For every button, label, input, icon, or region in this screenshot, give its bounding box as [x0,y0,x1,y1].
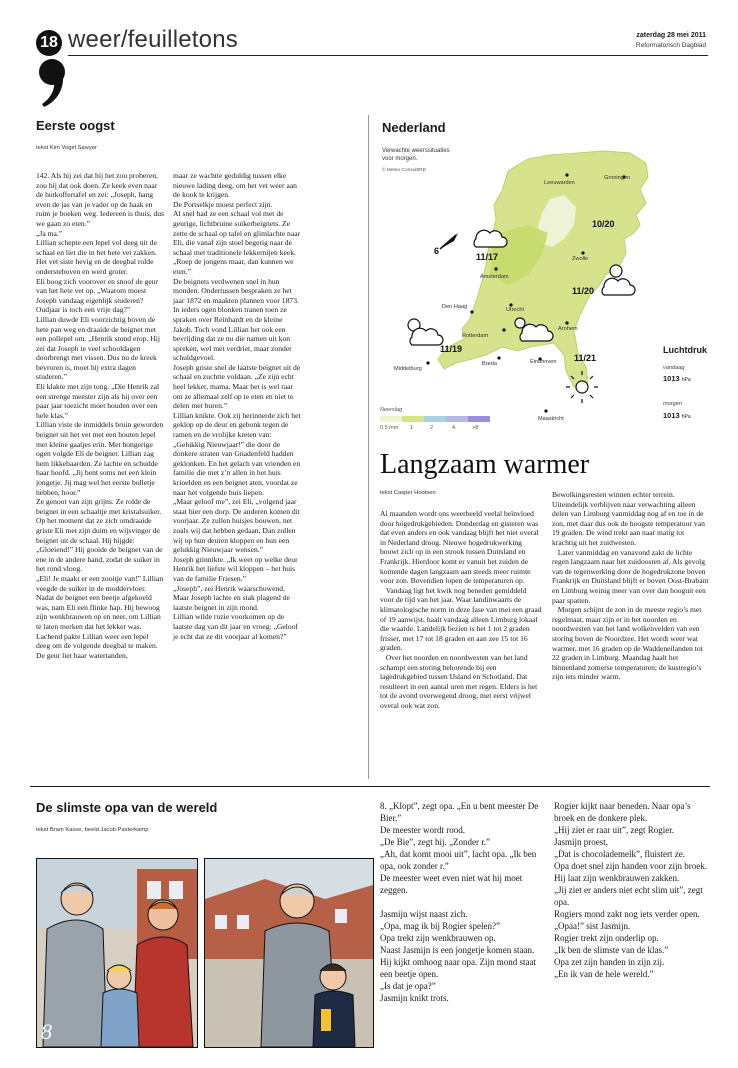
weather-title: Nederland [382,120,446,135]
precip-label: Neerslag [380,407,403,413]
pressure-today-value: 1013 [663,374,680,383]
city-label: Utrecht [506,307,525,313]
header-rule [68,55,708,56]
comic-panel-1 [36,858,198,1048]
serial-column-1: 142. Als hij zei dat hij het zou proberen, zou hij dat ook doen. Ze keek even naar de hutkoffertafel en zei: „Joseph, hang even de jas van je vader op de haak en ruim je boeken weg. Iedereen is thuis, dus we gaan zo eten.” „Ja ma.” Lillian schepte een lepel vol deeg uit de schaal en liet die in het hete vet zakken. Het vet siste hevig en de deegbal rolde ondersteboven en werd groter. Eli boog zich voorover en snoof de geur van het hete vet op. „Waarom moest Joseph vandaag eigenlijk studeren? Oudjaar is toch een vrije dag?” Lillian duwde Eli voorzichtig boven de hete pan weg en draaide de beignet met een pollepel om. „Henrik stond erop. Hij zei dat Joseph te veel schooldagen doorbrengt met vissen. Dus nu de kreek bevroren is, moet hij extra dagen studeren.” Eli klakte met zijn tong. „Die Henrik zal een strenge meester zijn als hij over een paar jaar toezicht moet houden over een hele klas.” Lillian viste de inmiddels bruin geworden beignet uit het vet met een houten lepel met kleine gaatjes erin. Met hongerige ogen volgde Eli de beignet. Lillian zag hem likkebaarden. Ze lachte en schudde haar hoofd. „Jij bent soms net een klein jongetje. Jij mag wel het eerste bolletje hebben, hoor.” Ze genoot van zijn grijns. Ze rolde de beignet in een schaaltje met kristalsuiker. Op het moment dat ze zich omdraaide griste Eli met zijn duim en wijsvinger de beignet uit de schaal. Hij hijgde: „Gloeiend!” Hij gooide de beignet van de ene in de andere hand, zodat de suiker in het rond vloog. „Eli! Je maakt er een zooitje van!” Lillian veegde de suiker in de moddervloer. Nadat de beignet een beetje afgekoeld was, nam Eli een flinke hap. Hij bewoog zijn wenkbrauwen op en neer, om Lillian te laten merken dat het lekker was. Lachend pakte Lillian weer een lepel deeg om de volgende deegbal te maken. De geur liet haar watertanden, [36,171,165,660]
comma-icon [36,56,70,108]
precip-tick: 2 [430,425,434,431]
pressure-unit: hPa [681,377,691,383]
article-column-2: Bewolkingsresten winnen echter terrein. Uiteindelijk verblijven naar verwachting alleen delen van Limburg vanmiddag nog af en toe in de zon, met daar dus ook de hoogste temperatuur van 19 graden. De wind trekt aan naar matig tot krachtig uit het zuidwesten. Later vanmiddag en vanavond zakt de lichte regen langzaam naar het zuidoosten af. Als gevolg van de tegenwerking door de hogedrukzone boven Frankrijk en Duitsland blijft er boven Oost-Brabant en Limburg weinig meer van over dan hooguit een paar spatten. Morgen schijnt de zon in de meeste regio’s met regelmaat, maar zijn er in het noorden en noordwesten van het land wolkenvelden van een storing boven de Noordzee. Het wordt weer wat warmer, met 16 graden op de Waddeneilanden tot 22 graden in Limburg. Maandag haalt het binnenland zomerse temperaturen; de kustregio’s zijn iets minder warm. [552,490,709,682]
section-divider [30,786,710,787]
city-label: Den Haag [442,304,468,310]
pressure-unit: hPa [681,414,691,420]
article-headline: Langzaam warmer [380,449,590,480]
comic-panel-2 [204,858,374,1048]
pressure-today [663,374,691,383]
serial-title: Eerste oogst [36,118,115,133]
sun-cloud-icon-west [408,319,443,345]
precip-tick: 0.5 mm [380,425,399,431]
newspaper-name: Reformatorisch Dagblad [635,42,706,49]
precip-tick: >8 [472,425,479,431]
city-label: Arnhem [558,326,578,332]
city-label: Leeuwarden [544,180,575,186]
temp-north: 10/20 [592,219,615,229]
pressure-today-label: vandaag [663,365,685,371]
city-label: Groningen [604,175,631,181]
page-number-badge [36,30,62,56]
article-byline: tekst Casper Hootsen [380,490,436,496]
serial-byline: tekst Kim Vogel Sawyer [36,145,97,151]
wind-speed: 6 [434,246,440,256]
pressure-title: Luchtdruk [663,345,707,355]
temp-east: 11/20 [572,286,595,296]
city-label: Middelburg [394,366,422,372]
section-title: weer/feuilletons [68,26,238,53]
comic-number: 8 [41,1019,52,1044]
comic-panel-1-art [37,859,197,1047]
city-label: Breda [482,361,497,367]
weather-subtitle: Verwachte weerssituaties voor morgen. [382,148,450,162]
city-label: Amsterdam [480,274,509,280]
weather-panel [378,115,708,435]
comic-text-column-2: Rogier kijkt naar beneden. Naar opa’s broek en de donkere plek. „Hij ziet er raar uit”, zegt Rogier. Jasmijn proest. „Dat is chocolademelk”, fluistert ze. Opa doet snel zijn handen voor zijn broek. Hij laat zijn wenkbrauwen zakken. „Jij ziet er anders niet echt slim uit”, zegt opa. Rogiers mond zakt nog iets verder open. „Opaa!” sist Jasmijn. Rogier trekt zijn onderlip op. „Ik ben de slimste van de klas.” Opa zet zijn handen in zijn zij. „En ik van de hele wereld.” [554,801,707,979]
serial-column-2: maar ze wachtte geduldig tussen elke nieuwe lading deeg, om het vet weer aan de kook te krijgen. De Portselkje moest perfect zijn. Al snel had ze een schaal vol met de geurige, lichtbruine suikerbeignets. Ze zette de schaal op tafel en glimlachte naar Eli, die vanaf zijn stoel begerig naar de schaal met traditionele lekkernijen keek. „Roep de jongens maar, dan kunnen we eten.” De beignets verdwenen snel in hun monden. Ondertussen bespraken ze het jaar 1872 en maakten plannen voor 1873. In ieders ogen blonken tranen toen ze spraken over Reinhardt en de kleine Jakob. Toch vond Lillian het ook een bevrijding dat ze nu die namen uit kon spreken, wel met verdriet, maar zonder schuldgevoel. Joseph griste snel de laatste beignet uit de schaal en zuchtte voldaan. „Ze zijn echt heel lekker, mama. Maar het is wel raar om ze allemaal zelf op te eten en niet te delen met buren.” Lillian knikte. Ook zij herinnerde zich het geklop op de deur en gebonk tegen de ramen en de vrolijke kreten van: „Gelukkig Nieuwjaar!” die door de donkere straten van Gnadenfeld hadden geklonken. En het gelach van vrienden en familie die met z’n allen in het huis krioelden en een beignet aten, voordat ze naar het volgende huis liepen. „Maar geloof me”, zei Eli, „volgend jaar staat hier een dorp. De anderen komen dit voorjaar. Ze zullen huisjes bouwen, net zoals wij dat hebben gedaan. Dan zullen wij op hun deuren kloppen en hun een gelukkig Nieuwjaar wensen.” Joseph grinnikte. „Ik weet op welke deur Henrik het liefste wil kloppen – het huis van de familie Friesen.” „Joseph”, zei Henrik waarschuwend. Maar Joseph lachte en stak plagend de laatste beignet in zijn mond. Lillian wilde ruzie voorkomen op de laatste dag van dit jaar en vroeg: „Geloof je echt dat ze dit voorjaar al komen?” [173,171,301,641]
pressure-tomorrow-value: 1013 [663,411,680,420]
issue-date: zaterdag 28 mei 2011 [636,32,706,39]
comic-byline: tekst Bram Kasse, beeld Jacob Pasterkamp [36,827,149,833]
precip-tick: 4 [452,425,456,431]
pressure-tomorrow [663,411,691,420]
city-label: Eindhoven [530,359,557,365]
article-column-1: Al maanden wordt ons weerbeeld veelal beïnvloed door hogedrukgebieden. Donderdag en gisteren was dat even anders en ook vandaag blijft het niet overal in Nederland droog. Nieuwe hogedrukwerking bouwt zich op in een strook tussen Duitsland en Frankrijk. Hierdoor komt er vanuit het zuiden de komende dagen langzaam aan steeds meer ruimte voor zon. Bovendien lopen de temperaturen op. Vandaag ligt het kwik nog beneden gemiddeld voor de tijd van het jaar. Waar landinwaarts de klimatologische norm in deze fase van mei een graad of 19 aanwijst, haalt vandaag alleen Limburg lokaal die waarde. Landelijk bezien is het 1 tot 2 graden frisser, met 17 tot 18 graden en aan zee 15 tot 16 graden. Over het noorden en noordwesten van het land schampt een storing behorende bij een lagedrukgebied tussen IJsland en Schotland. Dat resulteert in een aantal uren met regen. Elders is het tot de avond overwegend droog, met eerst vrijwel overal ook wat zon. [380,509,542,710]
island-north-2 [560,154,588,161]
island-north [526,163,554,171]
temp-southwest: 11/19 [440,344,463,354]
netherlands-map [378,115,708,435]
precip-scale-bar [380,416,490,422]
column-divider [368,115,369,779]
comic-text-column-1: 8. „Klopt”, zegt opa. „En u bent meester De Bier.” De meester wordt rood. „De Bie”, zegt hij. „Zonder r.” „Ah, dat komt mooi uit”, lacht opa. „Ik ben opa, ook zonder r.” De meester weet even niet wat hij moet zeggen. Jasmijn wijst naast zich. „Opa, mag ik bij Rogier spelen?” Opa trekt zijn wenkbrauwen op. Naast Jasmijn is een jongetje komen staan. Hij kijkt omhoog naar opa. Zijn mond staat een beetje open. „Is dat je opa?” Jasmijn knikt trots. [380,801,539,1003]
comic-title: De slimste opa van de wereld [36,800,218,815]
precip-tick: 1 [410,425,414,431]
weather-credit: © Meteo Consult/RD [382,168,427,173]
page-header [0,0,738,110]
pressure-tomorrow-label: morgen [663,401,682,407]
city-label: Zwolle [572,256,589,262]
city-label: Maastricht [538,416,564,422]
comic-panel-2-art [205,859,373,1047]
city-label: Rotterdam [462,333,489,339]
temp-west: 11/17 [476,252,499,262]
temp-south: 11/21 [574,353,597,363]
page-number: 18 [40,34,58,51]
